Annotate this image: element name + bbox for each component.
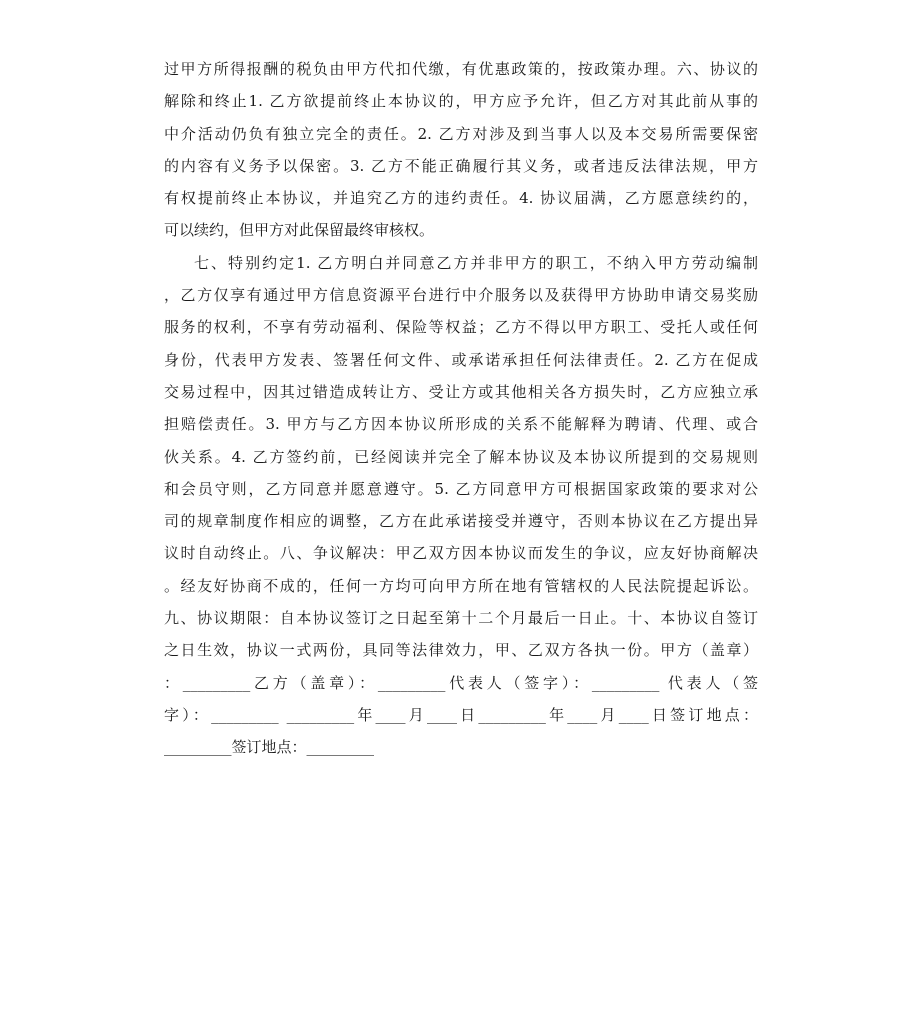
text-line: 服务的权利，不享有劳动福利、保险等权益；乙方不得以甲方职工、受托人或任何 xyxy=(164,318,758,337)
text-line: 过甲方所得报酬的税负由甲方代扣代缴，有优惠政策的，按政策办理。六、协议的 xyxy=(164,60,758,78)
text-line: 司的规章制度作相应的调整，乙方在此承诺接受并遵守，否则本协议在乙方提出异 xyxy=(164,512,758,531)
text-line: 伙关系。4. 乙方签约前，已经阅读并完全了解本协议及本协议所提到的交易规则 xyxy=(164,447,758,466)
text-line: 可以续约，但甲方对此保留最终审核权。 xyxy=(164,221,435,240)
text-line: 有权提前终止本协议，并追究乙方的违约责任。4. 协议届满，乙方愿意续约的， xyxy=(164,189,758,208)
text-line: 的内容有义务予以保密。3. 乙方不能正确履行其义务，或者违反法律法规，甲方 xyxy=(164,156,758,175)
text-line: 之日生效，协议一式两份，具同等法律效力，甲、乙双方各执一份。甲方（盖章） xyxy=(164,641,758,660)
text-line: 身份，代表甲方发表、签署任何文件、或承诺承担任何法律责任。2. 乙方在促成 xyxy=(164,350,758,369)
signature-line: 字）：_________ _________年____月____日_________年____月____日签订地点： xyxy=(164,705,758,724)
signature-line: ：_________乙方（盖章）：_________代表人（签字）：_________ 代表人（签 xyxy=(164,673,758,692)
text-line: 和会员守则，乙方同意并愿意遵守。5. 乙方同意甲方可根据国家政策的要求对公 xyxy=(164,479,758,498)
text-line: ，乙方仅享有通过甲方信息资源平台进行中介服务以及获得甲方协助申请交易奖励 xyxy=(164,286,758,305)
text-line: 交易过程中，因其过错造成转让方、受让方或其他相关各方损失时，乙方应独立承 xyxy=(164,382,758,401)
text-line: 九、协议期限：自本协议签订之日起至第十二个月最后一日止。十、本协议自签订 xyxy=(164,609,758,628)
text-line: 解除和终止1. 乙方欲提前终止本协议的，甲方应予允许，但乙方对其此前从事的 xyxy=(164,92,758,111)
text-line: 。经友好协商不成的，任何一方均可向甲方所在地有管辖权的人民法院提起诉讼。 xyxy=(164,576,758,595)
text-line: 议时自动终止。八、争议解决：甲乙双方因本协议而发生的争议，应友好协商解决 xyxy=(164,544,758,563)
document-body xyxy=(164,53,758,764)
text-line: 七、特别约定1. 乙方明白并同意乙方并非甲方的职工，不纳入甲方劳动编制 xyxy=(194,253,758,272)
text-line: 中介活动仍负有独立完全的责任。2. 乙方对涉及到当事人以及本交易所需要保密 xyxy=(164,124,758,143)
signature-line: _________签订地点：_________ xyxy=(164,738,375,757)
text-line: 担赔偿责任。3. 甲方与乙方因本协议所形成的关系不能解释为聘请、代理、或合 xyxy=(164,415,758,434)
